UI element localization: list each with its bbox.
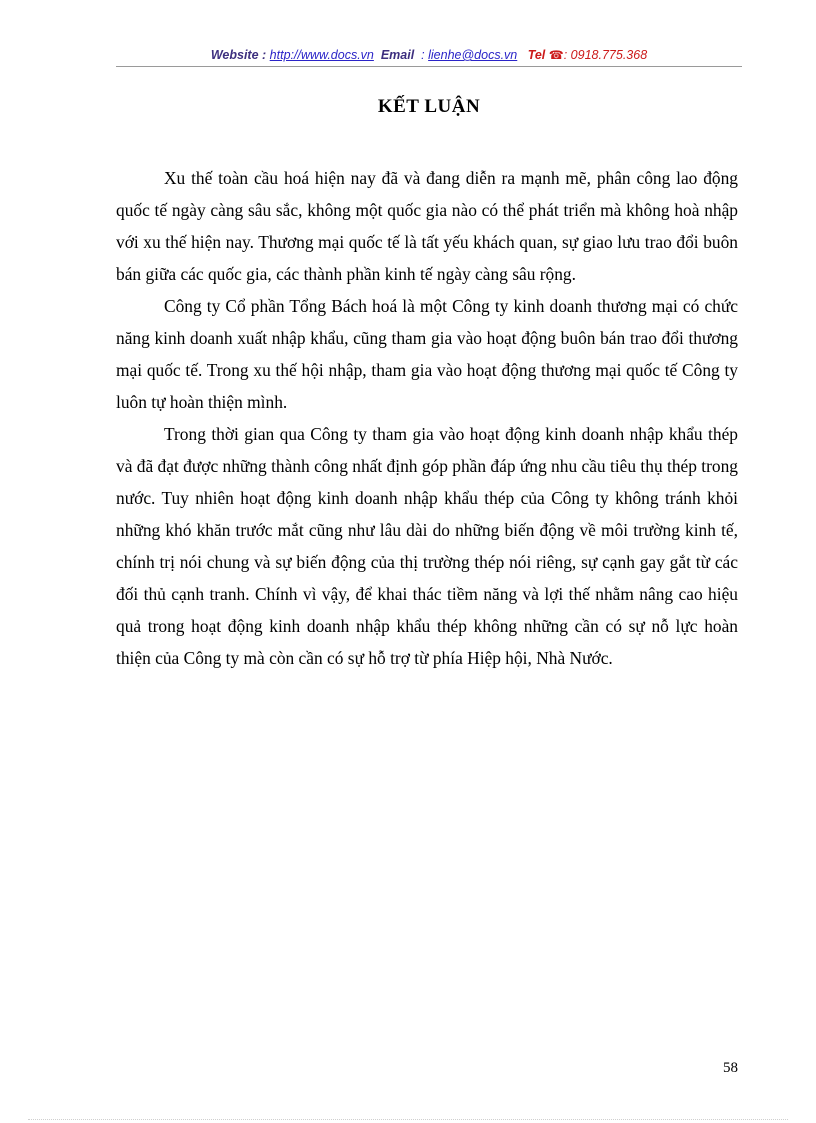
website-label: Website : xyxy=(210,48,267,62)
page-header xyxy=(116,48,742,66)
header-divider xyxy=(116,66,742,67)
email-separator: : xyxy=(421,48,425,62)
paragraph-3: Trong thời gian qua Công ty tham gia vào hoạt động kinh doanh nhập khẩu thép và đã đạt được những thành công nhất định góp phần đáp ứng nhu cầu tiêu thụ thép trong nước. Tuy nhiên hoạt động kinh doanh nhập khẩu thép của Công ty không tránh khỏi những khó khăn trước mắt cũng như lâu dài do những biến động về môi trường kinh tế, chính trị nói chung và sự biến động của thị trường thép nói riêng, sự cạnh gay gắt từ các đối thủ cạnh tranh. Chính vì vậy, để khai thác tiềm năng và lợi thế nhằm nâng cao hiệu quả trong hoạt động kinh doanh nhập khẩu thép không những cần có sự nỗ lực hoàn thiện của Công ty mà còn cần có sự hỗ trợ từ phía Hiệp hội, Nhà Nước. xyxy=(116,424,738,668)
tel-label: Tel xyxy=(527,48,546,62)
phone-icon: ☎ xyxy=(548,48,564,62)
website-link[interactable]: http://www.docs.vn xyxy=(269,48,374,62)
page-number: 58 xyxy=(723,1060,738,1076)
phone-number: : 0918.775.368 xyxy=(563,48,648,62)
paragraph-2: Công ty Cổ phần Tổng Bách hoá là một Công ty kinh doanh thương mại có chức năng kinh doanh xuất nhập khẩu, cũng tham gia vào hoạt động buôn bán trao đổi thương mại quốc tế. Trong xu thế hội nhập, tham gia vào hoạt động thương mại quốc tế Công ty luôn tự hoàn thiện mình. xyxy=(116,296,738,412)
email-label: Email xyxy=(380,48,415,62)
body-text xyxy=(116,162,738,674)
email-link[interactable]: lienhe@docs.vn xyxy=(428,48,518,62)
paragraph-1: Xu thế toàn cầu hoá hiện nay đã và đang diễn ra mạnh mẽ, phân công lao động quốc tế ngày càng sâu sắc, không một quốc gia nào có thể phát triển mà không hoà nhập với xu thế hiện nay. Thương mại quốc tế là tất yếu khách quan, sự giao lưu trao đổi buôn bán giữa các quốc gia, các thành phần kinh tế ngày càng sâu rộng. xyxy=(116,168,738,284)
page-title: KẾT LUẬN xyxy=(377,96,481,117)
page-bottom-border xyxy=(28,1119,788,1120)
